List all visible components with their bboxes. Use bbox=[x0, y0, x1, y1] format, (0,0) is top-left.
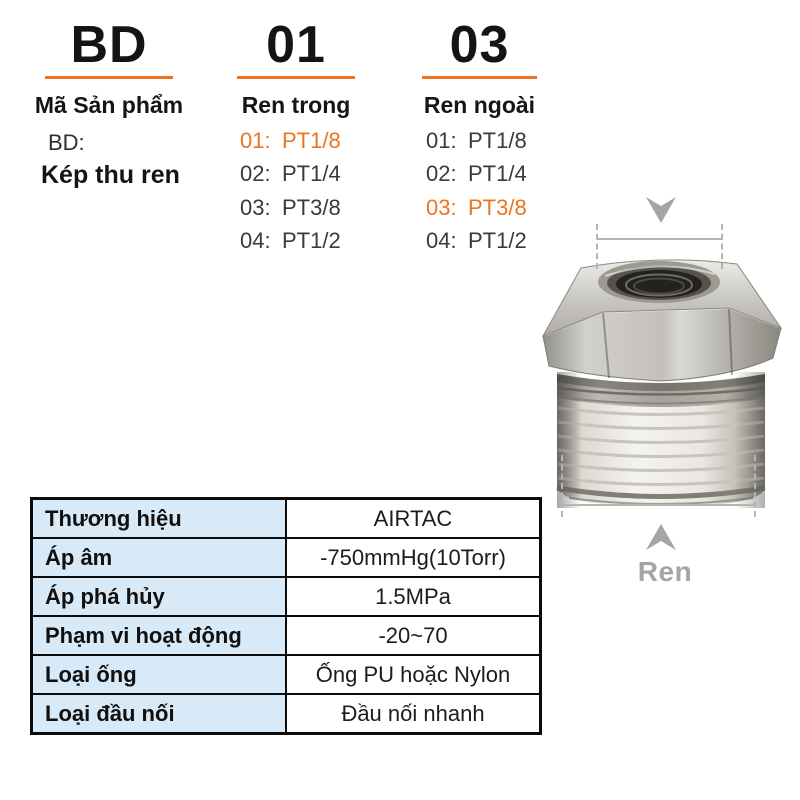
spec-table bbox=[30, 497, 542, 735]
column-title-product-code: Mã Sản phẩm bbox=[34, 92, 184, 118]
code-column-inner-thread bbox=[226, 16, 366, 258]
outer-thread-options bbox=[412, 124, 547, 258]
spec-label: Áp phá hủy bbox=[32, 577, 287, 616]
thread-option bbox=[426, 224, 547, 257]
option-value: PT1/4 bbox=[282, 161, 341, 187]
option-number: 03: bbox=[426, 194, 457, 220]
option-number: 02: bbox=[426, 161, 457, 187]
thread-option bbox=[426, 124, 547, 157]
measure-line-bottom bbox=[561, 504, 756, 506]
column-title-outer-thread: Ren ngoài bbox=[423, 92, 536, 118]
spec-value: 1.5MPa bbox=[286, 577, 541, 616]
option-value: PT1/8 bbox=[282, 128, 341, 153]
thread-option bbox=[240, 124, 366, 157]
spec-row bbox=[32, 616, 541, 655]
thread-dimension-label: Ren bbox=[637, 556, 693, 587]
measure-line-top bbox=[597, 238, 723, 240]
spec-label: Áp âm bbox=[32, 538, 287, 577]
measure-extension-line bbox=[754, 455, 756, 517]
spec-row bbox=[32, 655, 541, 694]
code-segment-bd: BD bbox=[70, 16, 148, 74]
option-value: PT3/8 bbox=[468, 194, 527, 220]
option-number: 02: bbox=[240, 161, 271, 187]
measure-extension-line bbox=[721, 224, 723, 269]
option-number: 04: bbox=[426, 228, 457, 254]
accent-underline bbox=[45, 76, 173, 79]
spec-label: Phạm vi hoạt động bbox=[32, 616, 287, 655]
spec-row bbox=[32, 577, 541, 616]
measure-extension-line bbox=[596, 224, 598, 269]
product-type-name: Kép thu ren bbox=[41, 161, 180, 189]
column-title-inner-thread: Ren trong bbox=[241, 92, 351, 118]
spec-label: Loại ống bbox=[32, 655, 287, 694]
option-number: 04: bbox=[240, 228, 271, 254]
spec-value: Ống PU hoặc Nylon bbox=[286, 655, 541, 694]
spec-row bbox=[32, 499, 541, 539]
thread-option bbox=[240, 157, 366, 190]
spec-label: Loại đầu nối bbox=[32, 694, 287, 734]
option-value: PT1/4 bbox=[468, 161, 527, 187]
option-number: 01: bbox=[426, 128, 457, 153]
spec-row bbox=[32, 538, 541, 577]
spec-row bbox=[32, 694, 541, 734]
thread-option bbox=[240, 224, 366, 257]
measure-extension-line bbox=[561, 455, 563, 517]
code-segment-inner-thread: 01 bbox=[266, 16, 326, 74]
spec-value: -750mmHg(10Torr) bbox=[286, 538, 541, 577]
accent-underline bbox=[237, 76, 355, 79]
fitting-illustration bbox=[535, 248, 785, 510]
spec-label: Thương hiệu bbox=[32, 499, 287, 539]
thread-option bbox=[426, 191, 547, 224]
accent-underline bbox=[422, 76, 537, 79]
code-prefix: BD: bbox=[48, 130, 85, 155]
option-value: PT1/2 bbox=[282, 228, 341, 254]
code-column-product-code bbox=[24, 16, 194, 188]
code-column-outer-thread bbox=[412, 16, 547, 258]
thread-option bbox=[240, 191, 366, 224]
spec-value: Đầu nối nhanh bbox=[286, 694, 541, 734]
code-segment-outer-thread: 03 bbox=[449, 16, 510, 74]
spec-value: -20~70 bbox=[286, 616, 541, 655]
option-value: PT3/8 bbox=[282, 194, 341, 220]
inner-thread-options bbox=[226, 124, 366, 258]
option-number: 03: bbox=[240, 194, 271, 220]
option-value: PT1/8 bbox=[468, 128, 527, 153]
thread-option bbox=[426, 157, 547, 190]
option-number: 01: bbox=[240, 128, 271, 153]
option-value: PT1/2 bbox=[468, 228, 527, 254]
measure-arrow-up-icon bbox=[646, 524, 676, 555]
spec-value: AIRTAC bbox=[286, 499, 541, 539]
measure-arrow-down-icon bbox=[646, 197, 676, 228]
